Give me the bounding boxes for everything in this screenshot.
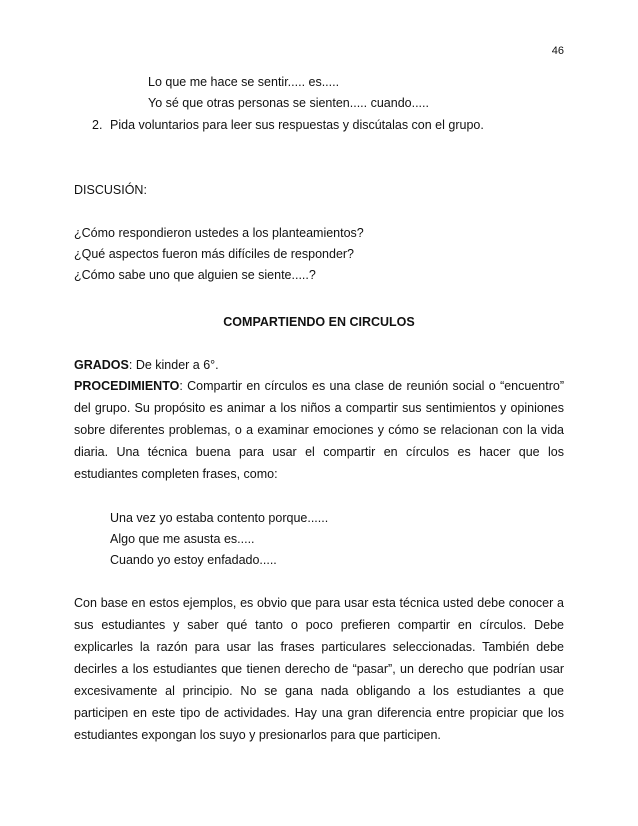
grades-label: GRADOS [74,358,129,372]
discussion-heading: DISCUSIÓN: [74,183,147,197]
procedure-line-3: sobre diferentes problemas, o a examinar emociones y cómo se relacionan con la vida [74,423,564,437]
step-text: Pida voluntarios para leer sus respuestas y discútalas con el grupo. [110,118,484,132]
closing-line-2: sus estudiantes y saber qué tanto o poco prefieren compartir en círculos. Debe [74,618,564,632]
discussion-question-1: ¿Cómo respondieron ustedes a los planteamientos? [74,226,364,240]
closing-line-5: excesivamente al principio. No se gana nada obligando a los estudiantes a que [74,684,564,698]
discussion-question-3: ¿Cómo sabe uno que alguien se siente.....? [74,268,316,282]
prompt-line-1: Lo que me hace se sentir..... es..... [148,75,340,89]
procedure-label: PROCEDIMIENTO [74,379,180,393]
closing-line-1: Con base en estos ejemplos, es obvio que para usar esta técnica usted debe conocer a [74,596,564,610]
procedure-line-4: diaria. Una técnica buena para usar el compartir en círculos es hacer que los [74,445,564,459]
discussion-question-2: ¿Qué aspectos fueron más difíciles de responder? [74,247,355,261]
closing-line-7: estudiantes expongan los suyo y presionarlos para que participen. [74,728,441,742]
example-phrase-1: Una vez yo estaba contento porque...... [110,511,329,525]
procedure-text: : Compartir en círculos es una clase de reunión social o “encuentro” [179,379,564,393]
procedure-line-2: del grupo. Su propósito es animar a los niños a compartir sus sentimientos y opiniones [74,401,564,415]
procedure-line-5: estudiantes completen frases, como: [74,467,278,481]
grades-line [74,355,219,375]
example-phrase-2: Algo que me asusta es..... [110,532,255,546]
page-number: 46 [551,45,564,57]
procedure-line-1 [74,376,564,396]
section-title: COMPARTIENDO EN CIRCULOS [223,315,415,329]
example-phrase-3: Cuando yo estoy enfadado..... [110,553,277,567]
prompt-line-2: Yo sé que otras personas se sienten..... cuando..... [148,96,429,110]
closing-line-6: participen en este tipo de actividades. Hay una gran diferencia entre propiciar que los [74,706,564,720]
closing-line-3: explicarles la razón para usar las frases particulares seleccionadas. También debe [74,640,564,654]
closing-line-4: decirles a los estudiantes que tienen derecho de “pasar”, un derecho que podrían usar [74,662,564,676]
step-number: 2. [92,118,103,132]
grades-text: : De kinder a 6°. [128,358,219,372]
